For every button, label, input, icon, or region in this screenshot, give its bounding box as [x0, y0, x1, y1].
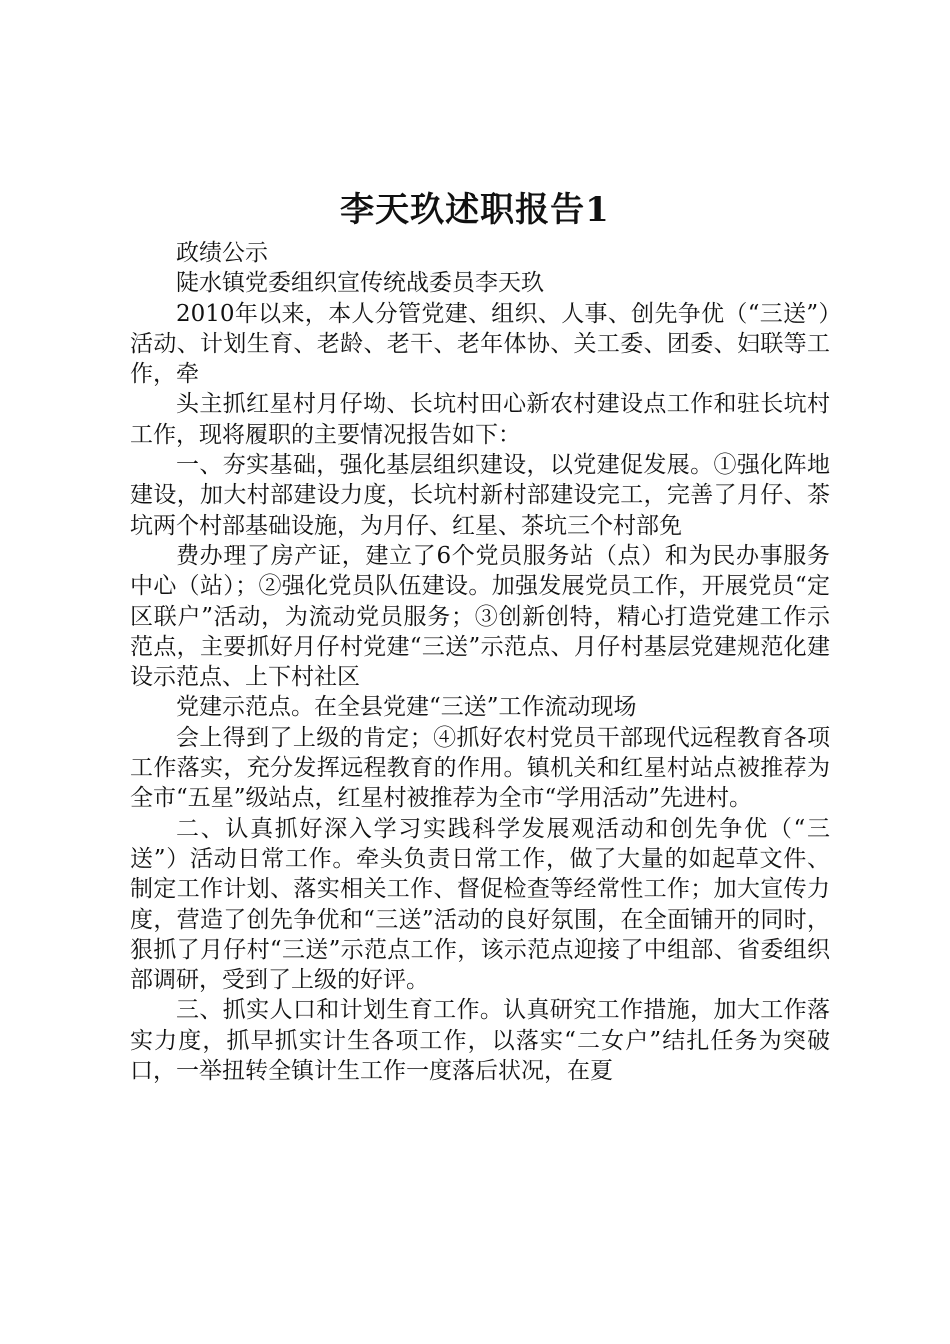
paragraph-section-one: 一、夯实基础，强化基层组织建设，以党建促发展。①强化阵地建设，加大村部建设力度，长坑村新村部建设完工，完善了月仔、茶坑两个村部基础设施，为月仔、红星、茶坑三个村部免 [130, 452, 830, 539]
paragraph-section-one-fragment: 党建示范点。在全县党建“三送”工作流动现场 [176, 694, 637, 721]
paragraph-section-three: 三、抓实人口和计划生育工作。认真研究工作措施，加大工作落实力度，抓早抓实计生各项工作，以落实“二女户”结扎任务为突破口，一举扭转全镇计生工作一度落后状况，在夏 [130, 997, 830, 1085]
paragraph-section-one-end: 会上得到了上级的肯定；④抓好农村党员干部现代远程教育各项工作落实，充分发挥远程教育的作用。镇机关和红星村站点被推荐为全市“五星”级站点，红星村被推荐为全市“学用活动”先进村。 [130, 724, 830, 812]
paragraph-section-two: 二、认真抓好深入学习实践科学发展观活动和创先争优（“三送”）活动日常工作。牵头负责日常工作，做了大量的如起草文件、制定工作计划、落实相关工作、督促检查等经常性工作；加大宣传力度，营造了创先争优和“三送”活动的良好氛围，在全面铺开的同时，狠抓了月仔村“三送”示范点工作，该示范点迎接了中组部、省委组织部调研，受到了上级的好评。 [130, 815, 830, 994]
paragraph-heading-gongshi: 政绩公示 [176, 240, 268, 266]
paragraph-author-line: 陡水镇党委组织宣传统战委员李天玖 [176, 270, 544, 297]
paragraph-section-one-continued: 费办理了房产证，建立了6个党员服务站（点）和为民办事服务中心（站）；②强化党员队伍建设。加强发展党员工作，开展党员“定区联户”活动，为流动党员服务；③创新创特，精心打造党建工作示范点，主要抓好月仔村党建“三送”示范点、月仔村基层党建规范化建设示范点、上下村社区 [130, 542, 830, 691]
paragraph-intro-continued: 头主抓红星村月仔坳、长坑村田心新农村建设点工作和驻长坑村工作，现将履职的主要情况报告如下： [130, 391, 830, 448]
paragraph-intro: 2010年以来，本人分管党建、组织、人事、创先争优（“三送”）活动、计划生育、老龄、老干、老年体协、关工委、团委、妇联等工作，牵 [130, 300, 830, 388]
document-title: 李天玖述职报告1 [340, 190, 610, 230]
document-body [130, 238, 830, 1086]
